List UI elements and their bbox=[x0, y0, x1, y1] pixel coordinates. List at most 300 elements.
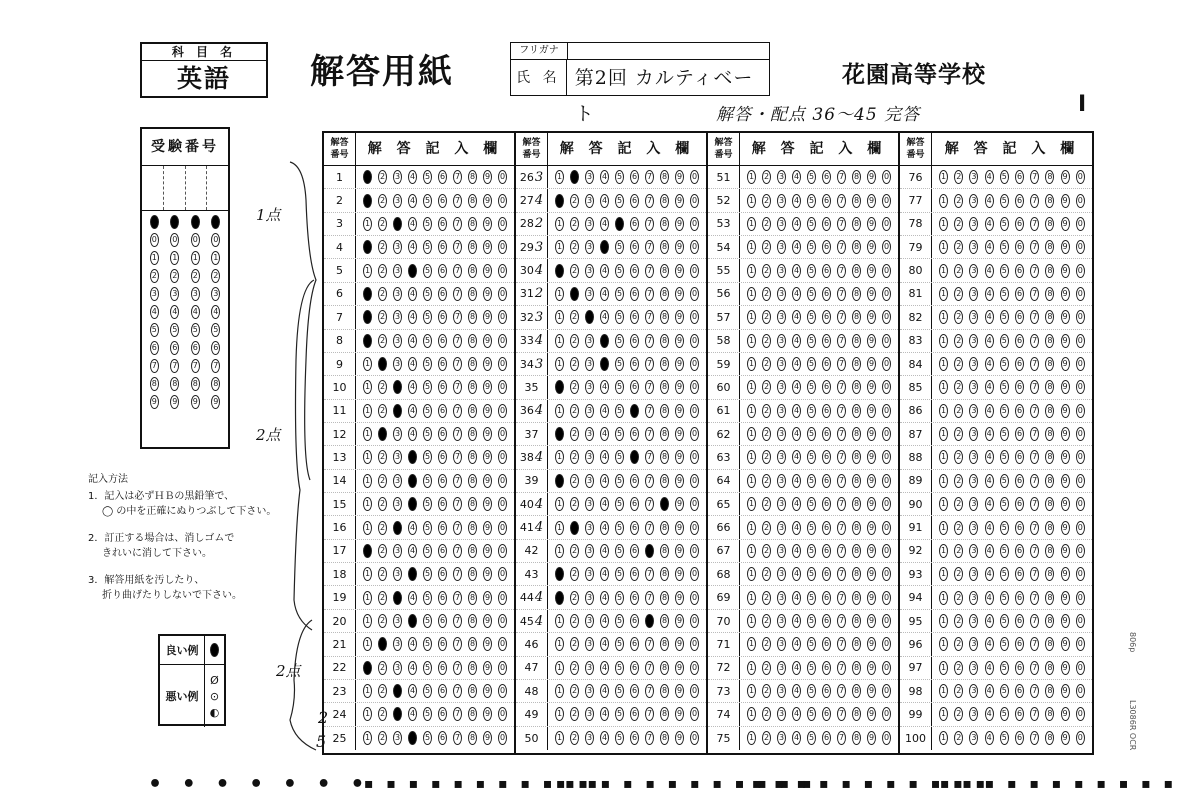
answer-bubble[interactable]: 0 bbox=[1076, 474, 1085, 488]
answer-bubble[interactable]: 5 bbox=[423, 544, 432, 558]
answer-bubble[interactable] bbox=[393, 404, 402, 418]
answer-bubble[interactable]: 6 bbox=[822, 637, 831, 651]
exam-digit-bubble[interactable]: 3 bbox=[191, 287, 200, 301]
answer-bubble[interactable]: 7 bbox=[645, 731, 654, 745]
answer-bubble[interactable]: 6 bbox=[1015, 450, 1024, 464]
answer-bubble[interactable]: 6 bbox=[822, 567, 831, 581]
answer-bubble[interactable]: 8 bbox=[852, 707, 861, 721]
answer-bubble[interactable]: 8 bbox=[468, 194, 477, 208]
answer-bubble[interactable]: 5 bbox=[615, 357, 624, 371]
answer-bubble[interactable]: 0 bbox=[1076, 497, 1085, 511]
answer-bubble[interactable]: 6 bbox=[822, 450, 831, 464]
answer-bubble[interactable]: 4 bbox=[408, 287, 417, 301]
answer-bubble[interactable]: 9 bbox=[867, 357, 876, 371]
answer-bubble[interactable]: 0 bbox=[1076, 707, 1085, 721]
answer-bubble[interactable]: 7 bbox=[1030, 334, 1039, 348]
answer-bubble[interactable]: 3 bbox=[969, 240, 978, 254]
answer-bubble[interactable]: 9 bbox=[867, 684, 876, 698]
answer-bubble[interactable]: 4 bbox=[600, 707, 609, 721]
answer-bubble[interactable]: 4 bbox=[600, 194, 609, 208]
answer-bubble[interactable]: 3 bbox=[777, 497, 786, 511]
answer-bubble[interactable]: 8 bbox=[468, 404, 477, 418]
answer-bubble[interactable]: 8 bbox=[1045, 567, 1054, 581]
answer-bubble[interactable]: 7 bbox=[645, 591, 654, 605]
answer-bubble[interactable]: 8 bbox=[660, 310, 669, 324]
answer-bubble[interactable]: 2 bbox=[954, 474, 963, 488]
answer-bubble[interactable]: 4 bbox=[408, 404, 417, 418]
answer-bubble[interactable]: 5 bbox=[1000, 380, 1009, 394]
answer-bubble[interactable]: 0 bbox=[1076, 544, 1085, 558]
answer-bubble[interactable]: 4 bbox=[792, 614, 801, 628]
answer-bubble[interactable]: 3 bbox=[585, 591, 594, 605]
answer-bubble[interactable]: 8 bbox=[852, 521, 861, 535]
answer-bubble[interactable]: 5 bbox=[807, 637, 816, 651]
answer-bubble[interactable]: 8 bbox=[1045, 310, 1054, 324]
answer-bubble[interactable]: 0 bbox=[1076, 450, 1085, 464]
answer-bubble[interactable]: 3 bbox=[585, 404, 594, 418]
answer-bubble[interactable]: 5 bbox=[423, 170, 432, 184]
answer-bubble[interactable]: 3 bbox=[969, 334, 978, 348]
answer-bubble[interactable] bbox=[408, 474, 417, 488]
answer-bubble[interactable]: 7 bbox=[1030, 240, 1039, 254]
answer-bubble[interactable]: 7 bbox=[1030, 521, 1039, 535]
answer-bubble[interactable]: 8 bbox=[1045, 357, 1054, 371]
answer-bubble[interactable]: 0 bbox=[690, 357, 699, 371]
answer-bubble[interactable]: 0 bbox=[690, 380, 699, 394]
answer-bubble[interactable]: 6 bbox=[1015, 661, 1024, 675]
answer-bubble[interactable]: 5 bbox=[615, 591, 624, 605]
answer-bubble[interactable]: 6 bbox=[630, 474, 639, 488]
answer-bubble[interactable]: 2 bbox=[378, 310, 387, 324]
answer-bubble[interactable]: 6 bbox=[438, 707, 447, 721]
answer-bubble[interactable]: 5 bbox=[615, 240, 624, 254]
answer-bubble[interactable]: 0 bbox=[882, 707, 891, 721]
answer-bubble[interactable]: 2 bbox=[954, 450, 963, 464]
answer-bubble[interactable]: 3 bbox=[585, 637, 594, 651]
answer-bubble[interactable]: 3 bbox=[969, 544, 978, 558]
answer-bubble[interactable]: 7 bbox=[837, 497, 846, 511]
answer-bubble[interactable]: 4 bbox=[985, 450, 994, 464]
answer-bubble[interactable]: 3 bbox=[777, 544, 786, 558]
answer-bubble[interactable]: 6 bbox=[822, 591, 831, 605]
answer-bubble[interactable]: 5 bbox=[807, 310, 816, 324]
answer-bubble[interactable]: 6 bbox=[630, 217, 639, 231]
exam-digit-bubble[interactable]: 0 bbox=[170, 233, 179, 247]
answer-bubble[interactable]: 4 bbox=[792, 707, 801, 721]
answer-bubble[interactable]: 9 bbox=[675, 194, 684, 208]
answer-bubble[interactable]: 1 bbox=[747, 731, 756, 745]
answer-bubble[interactable] bbox=[408, 567, 417, 581]
answer-bubble[interactable]: 1 bbox=[555, 707, 564, 721]
answer-bubble[interactable]: 9 bbox=[675, 334, 684, 348]
answer-bubble[interactable]: 1 bbox=[939, 661, 948, 675]
answer-bubble[interactable]: 7 bbox=[645, 707, 654, 721]
answer-bubble[interactable]: 2 bbox=[954, 380, 963, 394]
answer-bubble[interactable]: 3 bbox=[969, 567, 978, 581]
answer-bubble[interactable]: 6 bbox=[630, 591, 639, 605]
answer-bubble[interactable]: 8 bbox=[660, 707, 669, 721]
answer-bubble[interactable]: 9 bbox=[675, 217, 684, 231]
answer-bubble[interactable]: 6 bbox=[1015, 591, 1024, 605]
answer-bubble[interactable]: 5 bbox=[1000, 404, 1009, 418]
answer-bubble[interactable]: 6 bbox=[438, 334, 447, 348]
answer-bubble[interactable]: 6 bbox=[1015, 567, 1024, 581]
answer-bubble[interactable]: 1 bbox=[747, 637, 756, 651]
answer-bubble[interactable]: 8 bbox=[852, 217, 861, 231]
answer-bubble[interactable]: 2 bbox=[762, 521, 771, 535]
answer-bubble[interactable]: 0 bbox=[498, 264, 507, 278]
answer-bubble[interactable]: 5 bbox=[423, 310, 432, 324]
answer-bubble[interactable]: 7 bbox=[453, 614, 462, 628]
answer-bubble[interactable]: 1 bbox=[555, 637, 564, 651]
exam-digit-bubble[interactable]: 6 bbox=[211, 341, 220, 355]
answer-bubble[interactable]: 3 bbox=[393, 310, 402, 324]
answer-bubble[interactable]: 0 bbox=[498, 474, 507, 488]
answer-bubble[interactable]: 8 bbox=[1045, 614, 1054, 628]
answer-bubble[interactable]: 6 bbox=[822, 217, 831, 231]
answer-bubble[interactable]: 0 bbox=[498, 334, 507, 348]
answer-bubble[interactable]: 0 bbox=[1076, 521, 1085, 535]
answer-bubble[interactable]: 7 bbox=[645, 170, 654, 184]
answer-bubble[interactable]: 9 bbox=[1061, 567, 1070, 581]
answer-bubble[interactable]: 0 bbox=[1076, 380, 1085, 394]
answer-bubble[interactable]: 6 bbox=[822, 404, 831, 418]
answer-bubble[interactable]: 0 bbox=[882, 264, 891, 278]
answer-bubble[interactable]: 3 bbox=[777, 264, 786, 278]
answer-bubble[interactable]: 3 bbox=[393, 194, 402, 208]
answer-bubble[interactable]: 8 bbox=[468, 450, 477, 464]
answer-bubble[interactable]: 5 bbox=[807, 287, 816, 301]
answer-bubble[interactable]: 0 bbox=[882, 427, 891, 441]
answer-bubble[interactable]: 7 bbox=[645, 380, 654, 394]
answer-bubble[interactable]: 9 bbox=[867, 217, 876, 231]
answer-bubble[interactable]: 1 bbox=[939, 707, 948, 721]
answer-bubble[interactable]: 0 bbox=[882, 614, 891, 628]
answer-bubble[interactable]: 3 bbox=[969, 661, 978, 675]
answer-bubble[interactable]: 6 bbox=[438, 497, 447, 511]
answer-bubble[interactable]: 4 bbox=[408, 310, 417, 324]
answer-bubble[interactable]: 1 bbox=[747, 170, 756, 184]
answer-bubble[interactable]: 3 bbox=[969, 684, 978, 698]
answer-bubble[interactable]: 7 bbox=[1030, 731, 1039, 745]
answer-bubble[interactable]: 9 bbox=[867, 380, 876, 394]
answer-bubble[interactable]: 0 bbox=[882, 380, 891, 394]
answer-bubble[interactable]: 6 bbox=[630, 357, 639, 371]
answer-bubble[interactable]: 4 bbox=[792, 521, 801, 535]
answer-bubble[interactable]: 7 bbox=[453, 217, 462, 231]
answer-bubble[interactable]: 9 bbox=[483, 450, 492, 464]
answer-bubble[interactable]: 9 bbox=[867, 474, 876, 488]
answer-bubble[interactable]: 2 bbox=[954, 684, 963, 698]
answer-bubble[interactable]: 6 bbox=[1015, 404, 1024, 418]
answer-bubble[interactable]: 5 bbox=[1000, 614, 1009, 628]
answer-bubble[interactable]: 8 bbox=[468, 217, 477, 231]
answer-bubble[interactable]: 6 bbox=[438, 474, 447, 488]
answer-bubble[interactable]: 3 bbox=[777, 334, 786, 348]
answer-bubble[interactable] bbox=[408, 614, 417, 628]
answer-bubble[interactable]: 7 bbox=[453, 497, 462, 511]
answer-bubble[interactable]: 7 bbox=[1030, 614, 1039, 628]
name-value[interactable]: 第2回 カルティベート bbox=[574, 67, 754, 125]
answer-bubble[interactable] bbox=[555, 264, 564, 278]
answer-bubble[interactable]: 0 bbox=[498, 661, 507, 675]
answer-bubble[interactable]: 1 bbox=[747, 404, 756, 418]
answer-bubble[interactable]: 3 bbox=[777, 684, 786, 698]
answer-bubble[interactable]: 4 bbox=[985, 194, 994, 208]
answer-bubble[interactable]: 1 bbox=[363, 474, 372, 488]
answer-bubble[interactable]: 7 bbox=[453, 170, 462, 184]
answer-bubble[interactable]: 5 bbox=[1000, 474, 1009, 488]
answer-bubble[interactable]: 0 bbox=[498, 637, 507, 651]
answer-bubble[interactable]: 9 bbox=[867, 334, 876, 348]
answer-bubble[interactable]: 6 bbox=[822, 194, 831, 208]
answer-bubble[interactable]: 5 bbox=[615, 637, 624, 651]
answer-bubble[interactable]: 6 bbox=[438, 170, 447, 184]
answer-bubble[interactable]: 1 bbox=[555, 521, 564, 535]
answer-bubble[interactable]: 4 bbox=[985, 474, 994, 488]
answer-bubble[interactable]: 3 bbox=[777, 450, 786, 464]
answer-bubble[interactable]: 4 bbox=[600, 521, 609, 535]
answer-bubble[interactable]: 4 bbox=[985, 357, 994, 371]
answer-bubble[interactable]: 0 bbox=[498, 217, 507, 231]
answer-bubble[interactable]: 7 bbox=[837, 357, 846, 371]
answer-bubble[interactable]: 3 bbox=[777, 427, 786, 441]
answer-bubble[interactable]: 4 bbox=[600, 637, 609, 651]
answer-bubble[interactable]: 1 bbox=[939, 614, 948, 628]
answer-bubble[interactable]: 0 bbox=[882, 170, 891, 184]
answer-bubble[interactable]: 5 bbox=[807, 334, 816, 348]
answer-bubble[interactable]: 7 bbox=[1030, 217, 1039, 231]
answer-bubble[interactable]: 2 bbox=[954, 591, 963, 605]
answer-bubble[interactable]: 6 bbox=[438, 591, 447, 605]
answer-bubble[interactable]: 8 bbox=[468, 240, 477, 254]
answer-bubble[interactable]: 7 bbox=[453, 310, 462, 324]
answer-bubble[interactable]: 7 bbox=[1030, 380, 1039, 394]
answer-bubble[interactable]: 9 bbox=[867, 497, 876, 511]
answer-bubble[interactable]: 0 bbox=[882, 521, 891, 535]
answer-bubble[interactable]: 2 bbox=[378, 194, 387, 208]
answer-bubble[interactable]: 5 bbox=[615, 614, 624, 628]
answer-bubble[interactable]: 9 bbox=[483, 170, 492, 184]
answer-bubble[interactable]: 3 bbox=[585, 380, 594, 394]
answer-bubble[interactable]: 2 bbox=[378, 544, 387, 558]
answer-bubble[interactable]: 0 bbox=[690, 194, 699, 208]
answer-bubble[interactable]: 9 bbox=[1061, 404, 1070, 418]
answer-bubble[interactable]: 0 bbox=[1076, 404, 1085, 418]
answer-bubble[interactable]: 9 bbox=[867, 170, 876, 184]
answer-bubble[interactable]: 5 bbox=[807, 591, 816, 605]
answer-bubble[interactable]: 7 bbox=[453, 240, 462, 254]
answer-bubble[interactable]: 2 bbox=[570, 614, 579, 628]
answer-bubble[interactable]: 4 bbox=[792, 684, 801, 698]
answer-bubble[interactable]: 9 bbox=[1061, 661, 1070, 675]
answer-bubble[interactable]: 9 bbox=[675, 264, 684, 278]
answer-bubble[interactable]: 0 bbox=[882, 637, 891, 651]
answer-bubble[interactable]: 3 bbox=[393, 240, 402, 254]
answer-bubble[interactable] bbox=[393, 521, 402, 535]
answer-bubble[interactable]: 8 bbox=[1045, 427, 1054, 441]
answer-bubble[interactable]: 6 bbox=[438, 684, 447, 698]
answer-bubble[interactable]: 0 bbox=[1076, 731, 1085, 745]
answer-bubble[interactable]: 9 bbox=[483, 567, 492, 581]
answer-bubble[interactable]: 8 bbox=[852, 170, 861, 184]
answer-bubble[interactable]: 1 bbox=[555, 240, 564, 254]
answer-bubble[interactable]: 6 bbox=[438, 240, 447, 254]
answer-bubble[interactable] bbox=[393, 707, 402, 721]
answer-bubble[interactable]: 5 bbox=[1000, 497, 1009, 511]
answer-bubble[interactable]: 1 bbox=[939, 217, 948, 231]
answer-bubble[interactable]: 2 bbox=[762, 567, 771, 581]
answer-bubble[interactable]: 2 bbox=[570, 637, 579, 651]
answer-bubble[interactable]: 6 bbox=[630, 310, 639, 324]
answer-bubble[interactable]: 5 bbox=[807, 217, 816, 231]
answer-bubble[interactable]: 7 bbox=[837, 521, 846, 535]
answer-bubble[interactable]: 9 bbox=[483, 240, 492, 254]
exam-digit-bubble[interactable]: 7 bbox=[191, 359, 200, 373]
answer-bubble[interactable]: 8 bbox=[852, 637, 861, 651]
answer-bubble[interactable]: 9 bbox=[1061, 450, 1070, 464]
answer-bubble[interactable]: 2 bbox=[570, 427, 579, 441]
answer-bubble[interactable]: 3 bbox=[969, 404, 978, 418]
answer-bubble[interactable]: 4 bbox=[600, 217, 609, 231]
answer-bubble[interactable]: 5 bbox=[807, 264, 816, 278]
answer-bubble[interactable]: 5 bbox=[423, 497, 432, 511]
answer-bubble[interactable]: 8 bbox=[468, 310, 477, 324]
answer-bubble[interactable]: 6 bbox=[822, 380, 831, 394]
answer-bubble[interactable]: 7 bbox=[837, 731, 846, 745]
answer-bubble[interactable] bbox=[570, 521, 579, 535]
exam-digit-bubble[interactable]: 2 bbox=[211, 269, 220, 283]
answer-bubble[interactable]: 9 bbox=[483, 474, 492, 488]
answer-bubble[interactable] bbox=[393, 591, 402, 605]
answer-bubble[interactable] bbox=[570, 170, 579, 184]
answer-bubble[interactable]: 2 bbox=[954, 637, 963, 651]
answer-bubble[interactable]: 8 bbox=[660, 194, 669, 208]
answer-bubble[interactable]: 0 bbox=[690, 264, 699, 278]
answer-bubble[interactable]: 5 bbox=[1000, 334, 1009, 348]
answer-bubble[interactable]: 7 bbox=[453, 427, 462, 441]
answer-bubble[interactable]: 4 bbox=[600, 684, 609, 698]
answer-bubble[interactable]: 3 bbox=[393, 731, 402, 745]
answer-bubble[interactable]: 2 bbox=[762, 310, 771, 324]
answer-bubble[interactable]: 9 bbox=[867, 264, 876, 278]
answer-bubble[interactable]: 6 bbox=[630, 170, 639, 184]
answer-bubble[interactable]: 5 bbox=[615, 521, 624, 535]
answer-bubble[interactable]: 0 bbox=[498, 544, 507, 558]
answer-bubble[interactable]: 2 bbox=[954, 707, 963, 721]
answer-bubble[interactable]: 4 bbox=[985, 310, 994, 324]
answer-bubble[interactable]: 2 bbox=[378, 334, 387, 348]
answer-bubble[interactable]: 0 bbox=[690, 474, 699, 488]
answer-bubble[interactable]: 3 bbox=[585, 217, 594, 231]
answer-bubble[interactable]: 8 bbox=[1045, 217, 1054, 231]
answer-bubble[interactable]: 1 bbox=[363, 217, 372, 231]
answer-bubble[interactable]: 1 bbox=[363, 357, 372, 371]
answer-bubble[interactable]: 6 bbox=[1015, 357, 1024, 371]
answer-bubble[interactable]: 1 bbox=[747, 217, 756, 231]
answer-bubble[interactable]: 1 bbox=[939, 591, 948, 605]
answer-bubble[interactable]: 4 bbox=[600, 731, 609, 745]
answer-bubble[interactable]: 7 bbox=[1030, 591, 1039, 605]
answer-bubble[interactable]: 4 bbox=[600, 404, 609, 418]
answer-bubble[interactable]: 0 bbox=[690, 521, 699, 535]
answer-bubble[interactable]: 6 bbox=[438, 521, 447, 535]
answer-bubble[interactable]: 3 bbox=[777, 567, 786, 581]
answer-bubble[interactable]: 6 bbox=[438, 357, 447, 371]
answer-bubble[interactable]: 7 bbox=[1030, 264, 1039, 278]
answer-bubble[interactable]: 2 bbox=[954, 521, 963, 535]
answer-bubble[interactable]: 1 bbox=[363, 264, 372, 278]
answer-bubble[interactable]: 9 bbox=[483, 614, 492, 628]
answer-bubble[interactable]: 4 bbox=[985, 661, 994, 675]
answer-bubble[interactable]: 3 bbox=[969, 731, 978, 745]
answer-bubble[interactable]: 8 bbox=[660, 567, 669, 581]
answer-bubble[interactable]: 0 bbox=[1076, 217, 1085, 231]
answer-bubble[interactable]: 3 bbox=[777, 614, 786, 628]
answer-bubble[interactable]: 0 bbox=[498, 194, 507, 208]
answer-bubble[interactable]: 8 bbox=[852, 240, 861, 254]
answer-bubble[interactable]: 1 bbox=[363, 614, 372, 628]
answer-bubble[interactable]: 3 bbox=[777, 521, 786, 535]
answer-bubble[interactable]: 1 bbox=[939, 731, 948, 745]
answer-bubble[interactable]: 2 bbox=[762, 731, 771, 745]
answer-bubble[interactable]: 5 bbox=[1000, 731, 1009, 745]
answer-bubble[interactable]: 9 bbox=[483, 380, 492, 394]
answer-bubble[interactable]: 3 bbox=[585, 170, 594, 184]
answer-bubble[interactable]: 2 bbox=[378, 264, 387, 278]
answer-bubble[interactable]: 6 bbox=[438, 567, 447, 581]
answer-bubble[interactable]: 5 bbox=[807, 450, 816, 464]
answer-bubble[interactable]: 9 bbox=[483, 591, 492, 605]
exam-digit-bubble[interactable]: 8 bbox=[170, 377, 179, 391]
answer-bubble[interactable]: 3 bbox=[585, 567, 594, 581]
answer-bubble[interactable]: 0 bbox=[690, 497, 699, 511]
answer-bubble[interactable]: 5 bbox=[423, 661, 432, 675]
answer-bubble[interactable]: 1 bbox=[555, 497, 564, 511]
answer-bubble[interactable]: 1 bbox=[363, 567, 372, 581]
answer-bubble[interactable]: 6 bbox=[630, 684, 639, 698]
answer-bubble[interactable]: 2 bbox=[378, 731, 387, 745]
answer-bubble[interactable]: 1 bbox=[747, 380, 756, 394]
answer-bubble[interactable]: 8 bbox=[852, 474, 861, 488]
answer-bubble[interactable]: 3 bbox=[777, 404, 786, 418]
answer-bubble[interactable]: 9 bbox=[675, 684, 684, 698]
answer-bubble[interactable] bbox=[363, 661, 372, 675]
answer-bubble[interactable]: 3 bbox=[969, 264, 978, 278]
answer-bubble[interactable]: 0 bbox=[690, 591, 699, 605]
answer-bubble[interactable]: 1 bbox=[939, 544, 948, 558]
answer-bubble[interactable]: 4 bbox=[408, 217, 417, 231]
answer-bubble[interactable]: 5 bbox=[423, 707, 432, 721]
answer-bubble[interactable]: 0 bbox=[498, 357, 507, 371]
answer-bubble[interactable] bbox=[363, 194, 372, 208]
answer-bubble[interactable]: 9 bbox=[867, 637, 876, 651]
answer-bubble[interactable]: 1 bbox=[363, 637, 372, 651]
answer-bubble[interactable]: 9 bbox=[867, 427, 876, 441]
answer-bubble[interactable]: 0 bbox=[690, 544, 699, 558]
answer-bubble[interactable]: 0 bbox=[882, 194, 891, 208]
answer-bubble[interactable]: 8 bbox=[660, 684, 669, 698]
answer-bubble[interactable]: 0 bbox=[690, 661, 699, 675]
answer-bubble[interactable] bbox=[408, 264, 417, 278]
answer-bubble[interactable]: 3 bbox=[585, 357, 594, 371]
answer-bubble[interactable]: 8 bbox=[660, 380, 669, 394]
answer-bubble[interactable]: 5 bbox=[423, 240, 432, 254]
answer-bubble[interactable]: 4 bbox=[985, 731, 994, 745]
answer-bubble[interactable]: 3 bbox=[585, 707, 594, 721]
answer-bubble[interactable]: 3 bbox=[393, 614, 402, 628]
answer-bubble[interactable]: 0 bbox=[1076, 264, 1085, 278]
